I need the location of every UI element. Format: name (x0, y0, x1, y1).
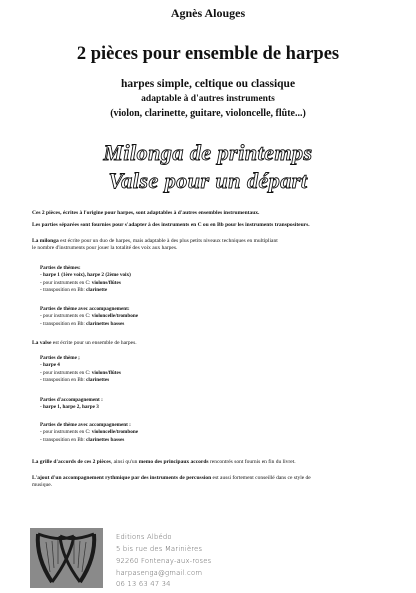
milonga-accomp-block (40, 306, 370, 328)
list-item: - harpe 1, harpe 2, harpe 3 (40, 404, 99, 411)
page-title: 2 pièces pour ensemble de harpes (76, 44, 340, 64)
list-item: - transposition en Bb: clarinette (40, 287, 108, 294)
publisher-name: Editions Albédo (116, 533, 172, 541)
subtitle-instruments: (violon, clarinette, guitare, violoncelle, flûte...) (110, 108, 306, 119)
milonga-themes-block (40, 265, 370, 295)
list-item: - pour instruments en C: violoncelle/trombone (40, 429, 139, 436)
list-item: - transposition en Bb: clarinettes (40, 377, 110, 384)
author-name: Agnès Alouges (170, 6, 246, 20)
intro-paragraph-2: Les parties séparées sont fournies pour s'adapter à des instruments en C ou en Bb pour les instruments transpositeurs. (32, 222, 310, 228)
valse-accomp2-block (40, 422, 370, 444)
list-item: - transposition en Bb: clarinettes basses (40, 436, 125, 443)
piece-title-valse: Valse pour un départ (108, 168, 308, 193)
publisher-city: 92260 Fontenay-aux-roses (116, 557, 212, 565)
list-item: - harpe 1 (1ère voix), harpe 2 (2ème voix) (40, 272, 131, 279)
valse-accomp-heading: Parties d'accompagnement : (40, 397, 103, 403)
publisher-email: harpasenga@gmail.com (116, 569, 203, 577)
publisher-logo (30, 528, 103, 588)
valse-accomp-block (40, 397, 370, 412)
milonga-paragraph: La milonga est écrite pour un duo de harpes, mais adaptable à des plus petits niveaux techniques en multipliant le nombre d'instruments pour jouer la totalité des voix aux harpes. (32, 238, 278, 252)
milonga-themes-heading: Parties de thèmes: (40, 265, 81, 271)
subtitle-harps: harpes simple, celtique ou classique (120, 78, 296, 90)
list-item: - pour instruments en C: violoncelle/trombone (40, 313, 139, 320)
grille-paragraph: La grille d'accords de ces 2 pièces, ainsi qu'un memo des principaux accords rencontrés sont fournis en fin du livret. (32, 459, 296, 465)
intro-paragraph-1: Ces 2 pièces, écrites à l'origine pour harpes, sont adaptables à d'autres ensembles instrumentaux. (32, 210, 260, 216)
subtitle-adaptable: adaptable à d'autres instruments (141, 94, 275, 104)
list-item: - pour instruments en C: violons/flûtes (40, 369, 121, 376)
piece-title-milonga: Milonga de printemps (103, 140, 313, 165)
list-item: - transposition en Bb: clarinettes basses (40, 320, 125, 327)
valse-themes-heading: Parties de thème ; (40, 355, 80, 361)
list-item: - pour instruments en C: violons/flûtes (40, 279, 121, 286)
list-item: - harpe 4 (40, 362, 60, 369)
ajout-paragraph: L'ajout d'un accompagnement rythmique par des instruments de percussion est aussi fortement conseillé dans ce style de musique. (32, 475, 311, 489)
publisher-street: 5 bis rue des Marinières (116, 545, 203, 553)
publisher-phone: 06 13 63 47 34 (116, 580, 171, 588)
valse-paragraph: La valse est écrite pour un ensemble de harpes. (32, 340, 137, 346)
valse-accomp2-heading: Parties de thème avec accompagnement : (40, 422, 131, 428)
valse-themes-block (40, 355, 370, 385)
milonga-accomp-heading: Parties de thème avec accompagnement: (40, 306, 130, 312)
